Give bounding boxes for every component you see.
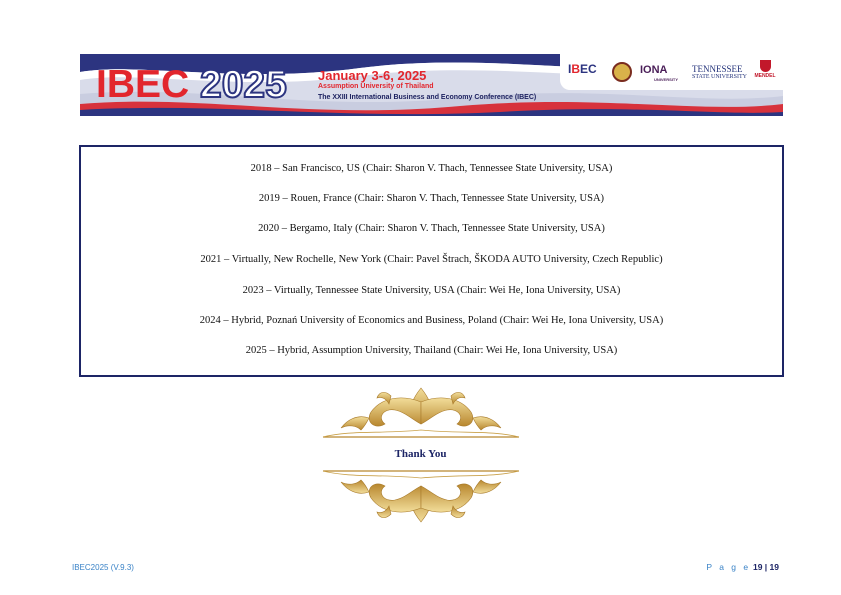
- mendel-shield-icon: [760, 60, 771, 72]
- history-item: 2021 – Virtually, New Rochelle, New York (Chair: Pavel Štrach, ŠKODA AUTO University, Czech Republic): [200, 254, 663, 265]
- tennessee-state-logo: TENNESSEE: [692, 64, 743, 74]
- mendel-university-logo: [754, 60, 776, 79]
- thank-you-heading: Thank You: [394, 448, 447, 460]
- history-item: 2018 – San Francisco, US (Chair: Sharon V. Thach, Tennessee State University, USA): [250, 163, 613, 174]
- mendel-logo-text: MENDEL: [754, 73, 776, 79]
- conference-dates: January 3-6, 2025: [318, 68, 427, 83]
- ibec-small-ec: EC: [580, 62, 597, 76]
- history-item: 2025 – Hybrid, Assumption University, Thailand (Chair: Wei He, Iona University, USA): [245, 345, 618, 356]
- gold-ornament-top-icon: [321, 384, 521, 442]
- conference-banner: [80, 54, 783, 116]
- logo-year-text: 2025: [200, 63, 287, 106]
- logo-ibec-text: IBEC: [96, 63, 190, 106]
- history-item: 2024 – Hybrid, Poznań University of Economics and Business, Poland (Chair: Wei He, Iona University, USA): [199, 315, 664, 326]
- page-indicator: [706, 562, 779, 572]
- page-number: 19 | 19: [752, 562, 779, 572]
- document-version: IBEC2025 (V.9.3): [72, 563, 134, 572]
- partner-logos-panel: [560, 54, 783, 90]
- ibec-small-b: B: [571, 62, 581, 76]
- ibec-2025-logo: [96, 64, 287, 106]
- history-item: 2019 – Rouen, France (Chair: Sharon V. Thach, Tennessee State University, USA): [258, 193, 605, 204]
- ibec-small-i: I: [568, 62, 572, 76]
- assumption-university-seal-icon: [612, 62, 632, 82]
- iona-university-logo: IONA: [640, 64, 668, 76]
- tennessee-state-subtitle: STATE UNIVERSITY: [692, 74, 748, 80]
- ibec-small-logo: [568, 62, 597, 76]
- conference-title: The XXIII International Business and Economy Conference (IBEC): [318, 94, 537, 101]
- history-item: 2023 – Virtually, Tennessee State University, USA (Chair: Wei He, Iona University, USA): [242, 285, 621, 296]
- conference-venue: Assumption University of Thailand: [318, 83, 434, 90]
- gold-ornament-bottom-icon: [321, 466, 521, 526]
- page-label: P a g e: [706, 562, 751, 572]
- conference-history-box: [79, 145, 784, 377]
- history-item: 2020 – Bergamo, Italy (Chair: Sharon V. Thach, Tennessee State University, USA): [258, 223, 605, 234]
- iona-university-subtitle: UNIVERSITY: [654, 77, 679, 82]
